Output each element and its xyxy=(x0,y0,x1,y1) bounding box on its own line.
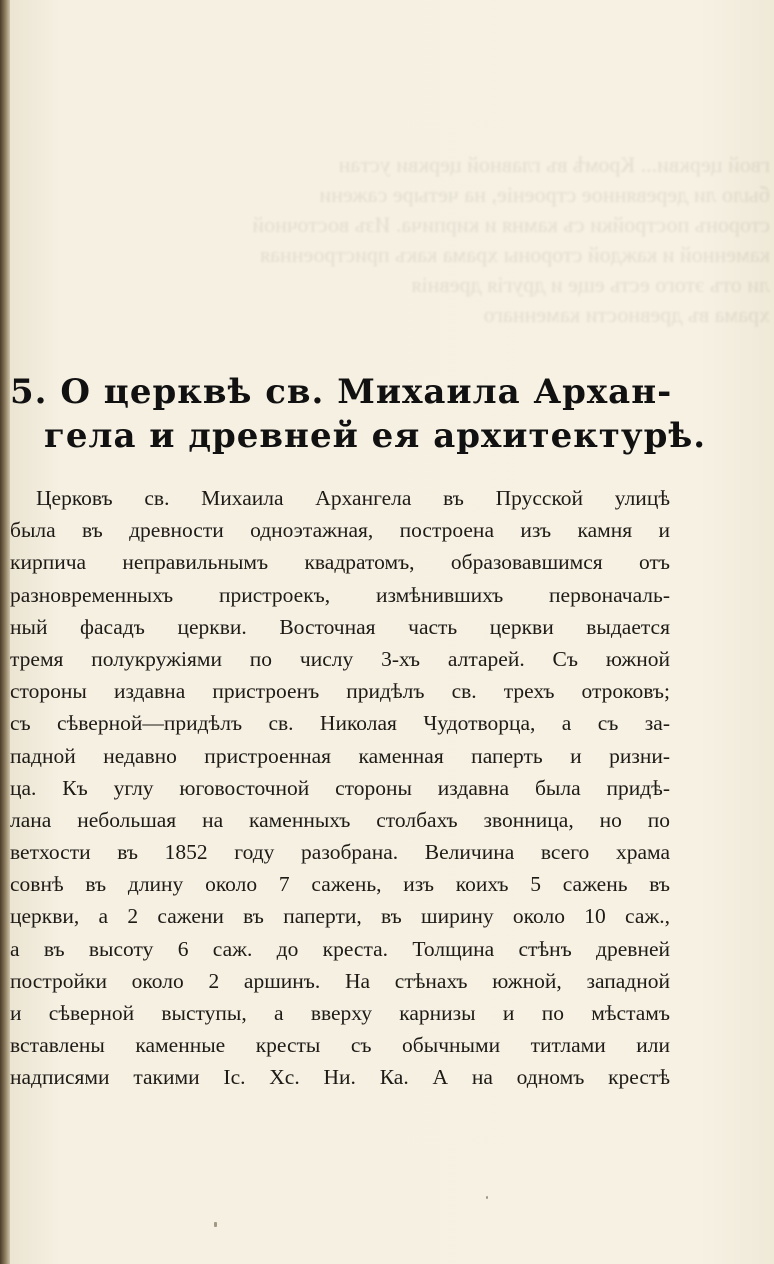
paper-speck xyxy=(486,1196,488,1199)
body-text xyxy=(10,482,670,1094)
body-line: Церковъ св. Михаила Архангела въ Прусской улицѣ xyxy=(36,486,670,510)
body-line: стороны издавна пристроенъ придѣлъ св. трехъ отроковъ; xyxy=(10,679,670,704)
body-line: была въ древности одноэтажная, построена изъ камня и xyxy=(10,518,670,543)
body-line: съ сѣверной—придѣлъ св. Николая Чудотворца, а съ за- xyxy=(10,711,670,736)
body-line: а въ высоту 6 саж. до креста. Толщина стѣнъ древней xyxy=(10,936,670,961)
book-spine-edge xyxy=(0,0,10,1264)
section-heading-line-1: 5. О церквѣ св. Михаила Архан- xyxy=(10,372,673,412)
section-heading xyxy=(10,370,770,458)
body-line: и сѣверной выступы, а вверху карнизы и по мѣстамъ xyxy=(10,1001,670,1025)
body-line: падной недавно пристроенная каменная паперть и ризни- xyxy=(10,743,670,768)
body-line: постройки около 2 аршинъ. На стѣнахъ южной, западной xyxy=(10,968,670,993)
body-line: совнѣ въ длину около 7 сажень, изъ коихъ 5 сажень въ xyxy=(10,872,670,897)
body-line: разновременныхъ пристроекъ, измѣнившихъ первоначаль- xyxy=(10,582,670,607)
body-line: вставлены каменные кресты съ обычными титлами или xyxy=(10,1033,670,1058)
body-line: церкви, а 2 сажени въ паперти, въ ширину около 10 саж., xyxy=(10,904,670,929)
body-line: ветхости въ 1852 году разобрана. Величина всего храма xyxy=(10,840,670,865)
body-line: лана небольшая на каменныхъ столбахъ звонница, но по xyxy=(10,807,670,832)
bleed-through-text: гвой церкви... Кромѣ въ главной церкви устан было ли деревянное строеніе, на четыре сажени сторонъ постройки съ камня и кирпича. Изъ восточной каменной и каждой стороны храма какъ пристроенная ли отъ этого есть еще и другія древнія храма въ древности каменнаго xyxy=(252,152,770,327)
body-line: тремя полукружіями по числу 3-хъ алтарей. Съ южной xyxy=(10,646,670,671)
body-line: ный фасадъ церкви. Восточная часть церкви выдается xyxy=(10,614,670,639)
body-line: надписями такими Іс. Хс. Ни. Ка. А на одномъ крестѣ xyxy=(10,1065,670,1090)
body-line: кирпича неправильнымъ квадратомъ, образовавшимся отъ xyxy=(10,550,670,575)
section-heading-line-2: гела и древней ея архитектурѣ. xyxy=(44,416,707,456)
body-line: ца. Къ углу юговосточной стороны издавна была придѣ- xyxy=(10,775,670,800)
paper-speck xyxy=(214,1222,217,1227)
